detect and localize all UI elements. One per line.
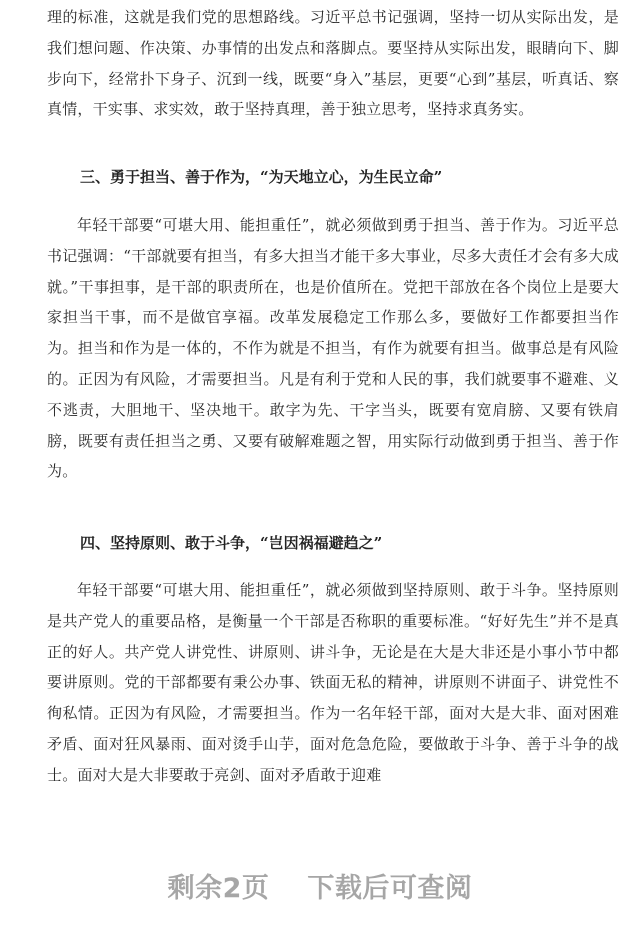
paragraph-section-3: [47, 210, 619, 487]
remaining-pages-text: 剩余2页: [167, 873, 270, 904]
section-heading-4: 四、坚持原则、敢于斗争，“岂因祸福避趋之”: [80, 534, 383, 552]
download-to-view-text: 下载后可查阅: [307, 873, 473, 904]
paragraph-text: 年轻干部要“可堪大用、能担重任”，就必须做到坚持原则、敢于斗争。坚持原则是共产党人的重要品格，是衡量一个干部是否称职的重要标准。“好好先生”并不是真正的好人。共产党人讲党性、讲原则、讲斗争，无论是在大是大非还是小事小节中都要讲原则。党的干部都要有秉公办事、铁面无私的精神，讲原则不讲面子、讲党性不徇私情。正因为有风险，才需要担当。作为一名年轻干部，面对大是大非、面对困难矛盾、面对狂风暴雨、面对烫手山芋，面对危急危险，要做敢于斗争、善于斗争的战士。面对大是大非要敢于亮剑、面对矛盾敢于迎难: [47, 581, 619, 784]
paragraph-text: 年轻干部要“可堪大用、能担重任”，就必须做到勇于担当、善于作为。习近平总书记强调：“干部就要有担当，有多大担当才能干多大事业，尽多大责任才会有多大成就。”干事担事，是干部的职责所在，也是价值所在。党把干部放在各个岗位上是要大家担当干事，而不是做官享福。改革发展稳定工作那么多，要做好工作都要担当作为。担当和作为是一体的，不作为就是不担当，有作为就要有担当。做事总是有风险的。正因为有风险，才需要担当。凡是有利于党和人民的事，我们就要事不避难、义不逃责，大胆地干、坚决地干。敢字为先、干字当头，既要有宽肩膀、又要有铁肩膀，既要有责任担当之勇、又要有破解难题之智，用实际行动做到勇于担当、善于作为。: [47, 216, 619, 481]
paragraph-section-4: [47, 575, 619, 791]
paragraph-continued: [47, 2, 619, 125]
preview-limit-banner: [0, 866, 640, 905]
paragraph-text: 理的标准，这就是我们党的思想路线。习近平总书记强调，坚持一切从实际出发，是我们想问题、作决策、办事情的出发点和落脚点。要坚持从实际出发，眼睛向下、脚步向下，经常扑下身子、沉到一线，既要“身入”基层，更要“心到”基层，听真话、察真情，干实事、求实效，敢于坚持真理，善于独立思考，坚持求真务实。: [47, 8, 619, 119]
section-heading-3: 三、勇于担当、善于作为，“为天地立心，为生民立命”: [80, 168, 443, 186]
